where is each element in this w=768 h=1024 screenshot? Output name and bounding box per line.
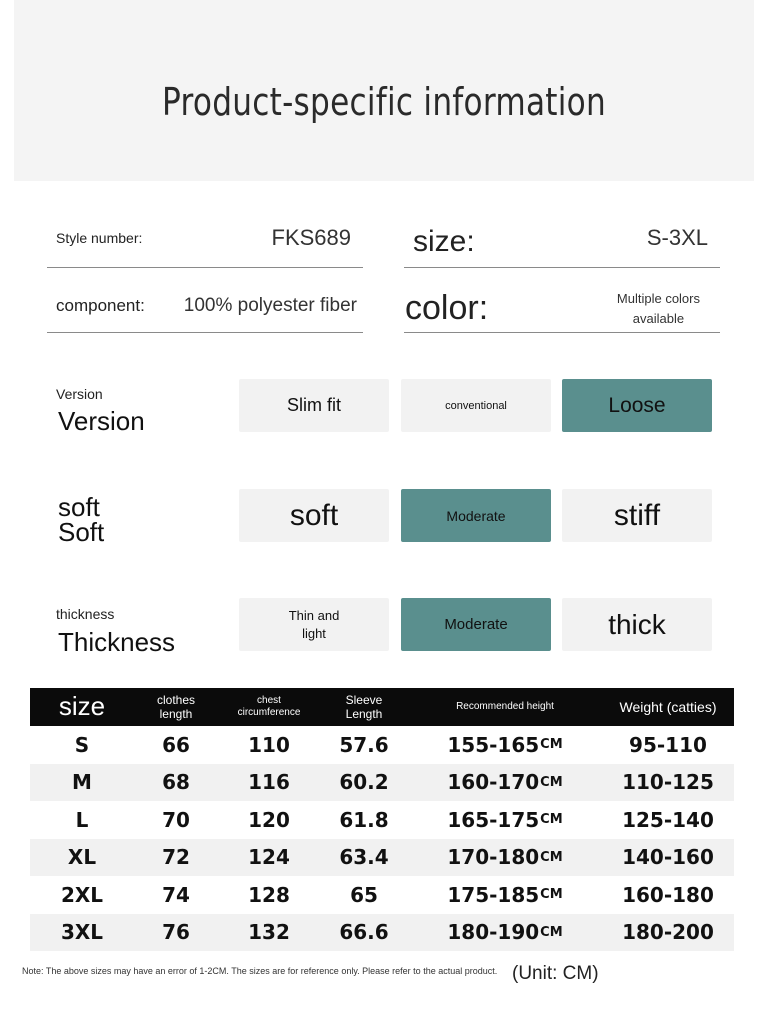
soft-option-soft[interactable] (239, 489, 389, 542)
cell-size (30, 876, 134, 914)
component-label: component: (56, 296, 145, 315)
cell-size (30, 726, 134, 764)
header-weight (602, 688, 734, 726)
size-value: S-3XL (646, 225, 708, 250)
thickness-option-label-line1: Thin and (288, 607, 340, 623)
cell-sleeve (320, 801, 408, 839)
cell-size-value: M (72, 770, 92, 795)
header-sleeve-line1: Sleeve (345, 692, 383, 707)
cell-weight (602, 726, 734, 764)
cell-weight (602, 876, 734, 914)
version-option-label: conventional (445, 399, 507, 412)
cell-length (134, 801, 218, 839)
cell-weight-value: 140-160 (622, 845, 714, 870)
version-option-label: Loose (608, 393, 666, 417)
header-clothes-line1: clothes (156, 692, 196, 707)
header-sleeve-line2: Length (345, 707, 383, 721)
cell-size-value: 3XL (60, 920, 104, 945)
version-label-small: Version (56, 386, 103, 402)
table-row (30, 914, 734, 952)
component-value: 100% polyester fiber (183, 295, 357, 316)
cell-height (408, 876, 602, 914)
thickness-option-label-line2: light (302, 625, 326, 641)
page-title: Product-specific information (162, 80, 606, 124)
cell-weight (602, 764, 734, 802)
cell-length-value: 70 (162, 807, 190, 832)
header-size (30, 688, 134, 726)
header-size-label: size (58, 691, 106, 722)
thickness-option-label: Moderate (444, 616, 508, 633)
thickness-option-moderate[interactable] (401, 598, 551, 651)
thickness-label-small: thickness (56, 606, 115, 622)
thickness-option-thin-and-light[interactable] (239, 598, 389, 651)
cell-size-value: S (74, 732, 90, 757)
cell-weight-value: 125-140 (622, 807, 714, 832)
soft-option-label: soft (289, 498, 339, 532)
cell-weight-value: 95-110 (629, 732, 707, 757)
soft-label-big: Soft (58, 517, 105, 547)
cell-chest (218, 876, 320, 914)
color-label: color: (405, 289, 489, 327)
size-table-header (30, 688, 734, 726)
cell-chest (218, 801, 320, 839)
size-range-field (404, 215, 720, 268)
cell-sleeve-value: 57.6 (339, 732, 389, 757)
cell-length-value: 76 (162, 920, 190, 945)
cell-size-value: L (75, 807, 89, 832)
thickness-label-big: Thickness (58, 627, 176, 657)
cell-size-value: XL (67, 845, 97, 870)
cell-height-value: 165-175 (447, 807, 540, 832)
table-row (30, 839, 734, 877)
version-label-big: Version (58, 406, 145, 436)
cell-height (408, 839, 602, 877)
color-value-line1: Multiple colors (616, 291, 700, 306)
cell-length (134, 764, 218, 802)
header-recommended-height (408, 688, 602, 726)
soft-option-stiff[interactable] (562, 489, 712, 542)
cell-chest-value: 124 (248, 845, 290, 870)
soft-option-label: stiff (613, 498, 661, 532)
version-option-conventional[interactable] (401, 379, 551, 432)
cell-chest-value: 132 (248, 920, 290, 945)
style-number-value: FKS689 (271, 225, 351, 250)
size-chart-table (30, 688, 734, 951)
version-option-label: Slim fit (287, 395, 341, 415)
header-weight-label: Weight (catties) (619, 698, 717, 715)
cell-height (408, 726, 602, 764)
soft-option-label: Moderate (446, 507, 506, 524)
cell-sleeve-value: 65 (350, 882, 378, 907)
cell-sleeve-value: 63.4 (339, 845, 389, 870)
cell-chest (218, 726, 320, 764)
header-chest-line2: circumference (237, 707, 301, 718)
cell-chest-value: 128 (248, 882, 290, 907)
cell-chest-value: 116 (248, 770, 290, 795)
cell-height-unit: CM (540, 849, 563, 865)
cell-length (134, 876, 218, 914)
cell-length-value: 66 (162, 732, 190, 757)
cell-length-value: 74 (162, 882, 190, 907)
cell-chest-value: 110 (248, 732, 290, 757)
cell-weight-value: 180-200 (622, 920, 714, 945)
cell-length-value: 68 (162, 770, 190, 795)
cell-sleeve-value: 66.6 (339, 920, 389, 945)
version-option-slim-fit[interactable] (239, 379, 389, 432)
cell-sleeve (320, 914, 408, 952)
cell-weight-value: 160-180 (622, 882, 714, 907)
thickness-option-thick[interactable] (562, 598, 712, 651)
header-clothes-line2: length (159, 707, 193, 721)
cell-height (408, 801, 602, 839)
cell-sleeve-value: 60.2 (339, 770, 389, 795)
cell-height-value: 170-180 (447, 845, 540, 870)
size-table-body (30, 726, 734, 951)
color-value (617, 289, 700, 329)
cell-sleeve (320, 876, 408, 914)
cell-height (408, 764, 602, 802)
header-chest-line1: chest (257, 695, 281, 706)
disclaimer-note: Note: The above sizes may have an error of 1-2CM. The sizes are for reference only. Please refer to the actual product. (22, 966, 498, 976)
cell-size (30, 914, 134, 952)
version-option-loose[interactable] (562, 379, 712, 432)
color-field (404, 281, 720, 333)
style-number-label: Style number: (56, 230, 143, 246)
header-clothes-length (134, 688, 218, 726)
cell-height-unit: CM (540, 887, 563, 903)
cell-sleeve (320, 764, 408, 802)
unit-note: (Unit: CM) (512, 963, 599, 984)
cell-weight (602, 914, 734, 952)
header-chest-circumference (218, 688, 320, 726)
cell-height-unit: CM (540, 924, 563, 940)
cell-height-value: 160-170 (447, 770, 540, 795)
size-label: size: (413, 225, 475, 258)
cell-weight (602, 839, 734, 877)
component-field (47, 281, 363, 333)
cell-length (134, 839, 218, 877)
table-row (30, 801, 734, 839)
table-row (30, 764, 734, 802)
table-row (30, 726, 734, 764)
color-value-line2: available (632, 311, 685, 326)
cell-height-value: 175-185 (447, 882, 540, 907)
cell-height-value: 155-165 (447, 732, 540, 757)
cell-sleeve (320, 726, 408, 764)
cell-sleeve-value: 61.8 (339, 807, 389, 832)
cell-height-unit: CM (540, 812, 563, 828)
style-number-field (47, 215, 363, 268)
cell-weight (602, 801, 734, 839)
cell-height-unit: CM (540, 774, 563, 790)
cell-length (134, 726, 218, 764)
cell-size (30, 801, 134, 839)
cell-height (408, 914, 602, 952)
cell-size (30, 764, 134, 802)
thickness-option-label: thick (608, 608, 666, 640)
cell-length-value: 72 (162, 845, 190, 870)
soft-label-small: soft (58, 492, 100, 522)
cell-chest-value: 120 (248, 807, 290, 832)
header-banner (14, 0, 754, 181)
header-height-label: Recommended height (456, 701, 554, 712)
cell-height-value: 180-190 (447, 920, 540, 945)
cell-length (134, 914, 218, 952)
table-row (30, 876, 734, 914)
cell-weight-value: 110-125 (622, 770, 714, 795)
cell-size-value: 2XL (60, 882, 104, 907)
soft-option-moderate[interactable] (401, 489, 551, 542)
header-sleeve-length (320, 688, 408, 726)
cell-chest (218, 839, 320, 877)
cell-sleeve (320, 839, 408, 877)
cell-chest (218, 764, 320, 802)
cell-height-unit: CM (540, 737, 563, 753)
cell-chest (218, 914, 320, 952)
cell-size (30, 839, 134, 877)
